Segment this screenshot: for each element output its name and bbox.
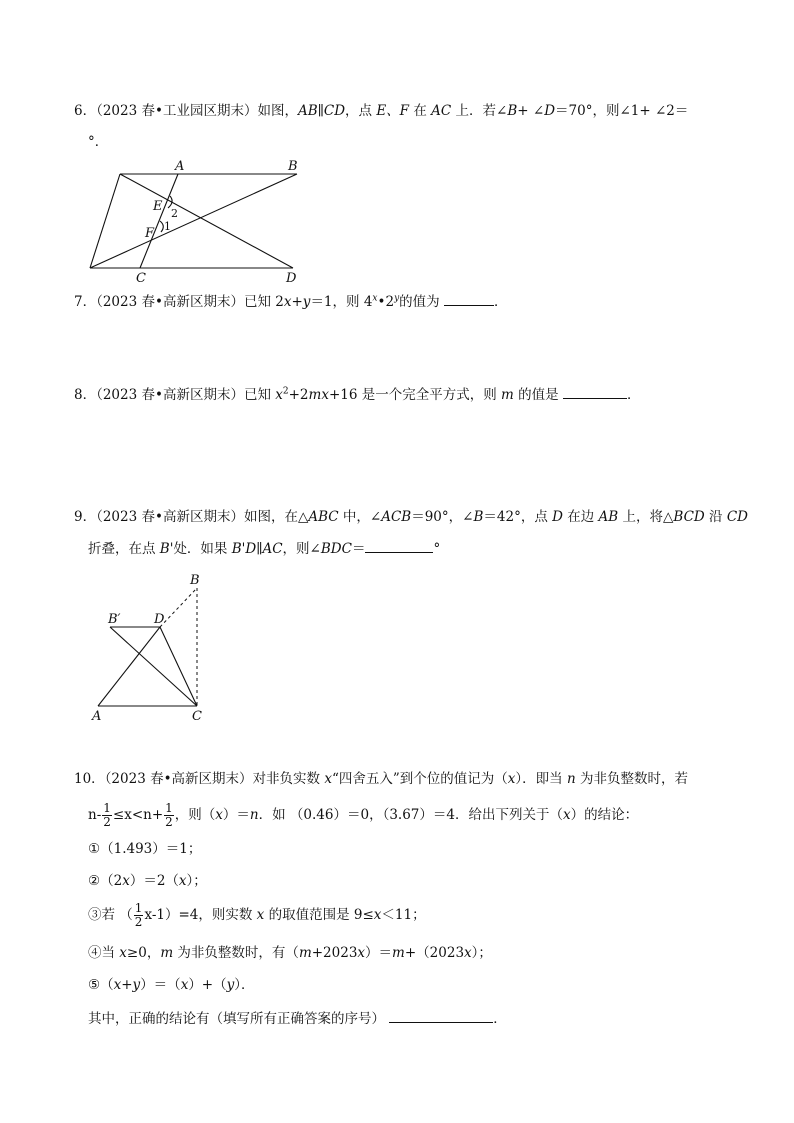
math-var: AB∥CD bbox=[297, 103, 346, 119]
question-text: 如图，在△ bbox=[243, 509, 309, 525]
question-text: 中，∠ bbox=[338, 509, 382, 525]
question-7 bbox=[74, 291, 507, 312]
label-angle-2: 2 bbox=[171, 207, 178, 220]
math-var: AC bbox=[431, 103, 452, 119]
question-10-item-2 bbox=[88, 871, 207, 891]
question-text: ∥ bbox=[256, 541, 263, 557]
math-var: n bbox=[249, 807, 259, 823]
statement-text: x-1）=4，则实数 bbox=[144, 907, 257, 923]
label-c: C bbox=[136, 271, 146, 286]
math-var: x bbox=[373, 907, 382, 923]
math-var: CD bbox=[726, 509, 748, 525]
math-var: BCD bbox=[673, 509, 705, 525]
math-var: E、F bbox=[376, 103, 410, 119]
question-text: ＝42°，点 bbox=[483, 509, 553, 525]
question-text: 处．如果 bbox=[173, 541, 232, 557]
fraction-half bbox=[164, 802, 174, 829]
question-text: 如图， bbox=[257, 103, 298, 119]
question-text: ）．即当 bbox=[515, 771, 567, 787]
question-text: °． bbox=[88, 134, 109, 150]
question-number: 8． bbox=[74, 387, 97, 403]
statement-text: ＜11； bbox=[381, 907, 426, 923]
question-6-figure bbox=[80, 156, 320, 286]
question-text: ，则∠ bbox=[282, 541, 321, 557]
question-source: （2023 春•工业园区期末） bbox=[96, 103, 258, 119]
question-number: 9． bbox=[74, 509, 97, 525]
question-source: （2023 春•高新区期末） bbox=[96, 509, 244, 525]
statement-text: ）+（ bbox=[188, 977, 227, 993]
question-number: 7． bbox=[74, 294, 97, 310]
math-exponent: y bbox=[394, 293, 400, 304]
label-f: F bbox=[145, 226, 155, 241]
question-text: 对非负实数 bbox=[252, 771, 325, 787]
fraction-numerator: 1 bbox=[134, 901, 143, 915]
math-var: D bbox=[544, 103, 556, 119]
math-var: y bbox=[302, 294, 311, 310]
question-source: （2023 春•高新区期末） bbox=[96, 387, 244, 403]
question-10-item-5 bbox=[88, 975, 255, 995]
question-text: 沿 bbox=[704, 509, 727, 525]
math-var: n bbox=[566, 771, 576, 787]
math-var: B' bbox=[159, 541, 174, 557]
math-var: x bbox=[357, 945, 366, 961]
label-a: A bbox=[92, 709, 102, 724]
statement-text: ④当 bbox=[88, 945, 120, 961]
question-text: •2 bbox=[377, 294, 395, 310]
label-c: C bbox=[192, 709, 202, 724]
label-b-prime: B′ bbox=[108, 612, 121, 627]
question-text: ． bbox=[493, 1011, 507, 1027]
math-var: m bbox=[308, 387, 322, 403]
math-text: ≤x<n+ bbox=[112, 807, 164, 823]
math-var: y bbox=[226, 977, 235, 993]
label-b: B bbox=[190, 573, 200, 588]
question-10-final bbox=[88, 1008, 507, 1029]
question-10-item-3 bbox=[88, 902, 426, 929]
math-var: x bbox=[215, 807, 223, 823]
answer-blank[interactable] bbox=[389, 1008, 493, 1023]
question-text: 已知 bbox=[243, 387, 276, 403]
math-var: BDC bbox=[320, 541, 352, 557]
math-exponent: x bbox=[372, 293, 378, 304]
label-d: D bbox=[154, 612, 165, 627]
answer-blank[interactable] bbox=[365, 538, 433, 553]
math-var: x bbox=[275, 387, 283, 403]
math-var: x bbox=[178, 873, 187, 889]
question-text: ，点 bbox=[345, 103, 377, 119]
math-var: x bbox=[180, 977, 189, 993]
question-6-line-1 bbox=[74, 101, 688, 121]
question-text: ＝70°，则∠1+ ∠2＝ bbox=[555, 103, 689, 119]
segment-dc bbox=[160, 627, 197, 706]
question-text: ． bbox=[626, 387, 641, 403]
math-var: m bbox=[160, 945, 174, 961]
segment-ad bbox=[98, 627, 160, 706]
fraction-numerator: 1 bbox=[103, 801, 111, 815]
statement-text: ⑤（ bbox=[88, 977, 114, 993]
question-text: 已知 2 bbox=[243, 294, 284, 310]
question-source: （2023 春•高新区期末） bbox=[104, 771, 253, 787]
statement-text: 的取值范围是 9≤ bbox=[264, 907, 374, 923]
question-text: +2 bbox=[288, 387, 309, 403]
statement-text: ≥0， bbox=[126, 945, 161, 961]
math-var: B bbox=[473, 509, 484, 525]
statement-text: ）； bbox=[186, 873, 207, 889]
question-9-line-1 bbox=[74, 507, 748, 527]
fraction-numerator: 1 bbox=[165, 801, 173, 815]
question-8 bbox=[74, 384, 640, 405]
math-var: x bbox=[464, 945, 472, 961]
math-var: x bbox=[324, 771, 332, 787]
math-var: x bbox=[256, 907, 265, 923]
question-text: ．如 （0.46）＝0，（3.67）＝4．给出下列关于（ bbox=[258, 807, 563, 823]
label-a: A bbox=[175, 159, 185, 174]
question-text: 的值为 bbox=[399, 294, 444, 310]
math-var: B bbox=[507, 103, 518, 119]
math-var: x bbox=[562, 807, 571, 823]
question-number: 10． bbox=[74, 771, 105, 787]
question-text: + bbox=[291, 294, 303, 310]
question-text: ，则（ bbox=[174, 807, 216, 823]
math-var: m bbox=[501, 387, 514, 403]
statement-text: ①（1.493）＝1； bbox=[88, 841, 202, 857]
math-var: m bbox=[298, 945, 312, 961]
segment-bprime-c bbox=[110, 627, 197, 706]
math-var: x bbox=[113, 977, 122, 993]
question-text: 在 bbox=[409, 103, 432, 119]
math-var: m bbox=[392, 945, 405, 961]
statement-text: + bbox=[121, 977, 133, 993]
math-exponent: 2 bbox=[282, 386, 289, 397]
math-text: n- bbox=[88, 807, 102, 823]
question-text: 的值是 bbox=[513, 387, 563, 403]
fraction-denominator: 2 bbox=[165, 815, 173, 829]
question-text: + ∠ bbox=[517, 103, 545, 119]
label-d: D bbox=[286, 271, 297, 286]
question-text: ）的结论： bbox=[570, 807, 639, 823]
math-var: x bbox=[119, 945, 127, 961]
answer-blank[interactable] bbox=[563, 384, 627, 399]
label-b: B bbox=[288, 159, 298, 174]
question-text: 在边 bbox=[562, 509, 599, 525]
question-10-item-1 bbox=[88, 839, 201, 859]
angle-1-arc bbox=[160, 221, 163, 232]
statement-text: ）． bbox=[234, 977, 255, 993]
statement-text: +2023 bbox=[311, 945, 358, 961]
statement-text: ）＝ bbox=[365, 945, 393, 961]
question-10-line-2 bbox=[88, 802, 638, 829]
math-var: x bbox=[507, 771, 516, 787]
statement-text: +（2023 bbox=[404, 945, 465, 961]
question-text: “四舍五入”到个位的值记为（ bbox=[331, 771, 508, 787]
label-angle-1: 1 bbox=[164, 220, 171, 233]
question-text: ＝90°，∠ bbox=[411, 509, 474, 525]
math-var: ABC bbox=[308, 509, 339, 525]
math-var: y bbox=[132, 977, 141, 993]
question-text: ° bbox=[433, 541, 441, 557]
statement-text: ②（2 bbox=[88, 873, 123, 889]
statement-text: ）； bbox=[471, 945, 492, 961]
question-text: 折叠，在点 bbox=[88, 541, 160, 557]
question-10-item-4 bbox=[88, 943, 492, 963]
statement-text: ）＝2（ bbox=[129, 873, 179, 889]
math-var: x bbox=[122, 873, 130, 889]
question-text: ． bbox=[493, 294, 508, 310]
fraction-half bbox=[134, 902, 144, 929]
statement-text: ）＝（ bbox=[140, 977, 181, 993]
fraction-denominator: 2 bbox=[134, 915, 143, 929]
question-text: 上．若∠ bbox=[451, 103, 508, 119]
math-var: x bbox=[321, 387, 329, 403]
math-var: D bbox=[552, 509, 563, 525]
segment-left bbox=[90, 174, 120, 268]
question-source: （2023 春•高新区期末） bbox=[96, 294, 244, 310]
question-text: 为非负整数时，若 bbox=[575, 771, 688, 787]
math-var: AC bbox=[262, 541, 283, 557]
statement-text: 为非负整数时，有（ bbox=[173, 945, 299, 961]
question-text: ＝ bbox=[351, 541, 366, 557]
question-text: ＝1，则 4 bbox=[310, 294, 373, 310]
math-var: ACB bbox=[381, 509, 412, 525]
question-6-line-2 bbox=[88, 132, 108, 152]
question-9-figure bbox=[86, 568, 216, 728]
statement-text: ③若 （ bbox=[88, 907, 133, 923]
segment-db-dashed bbox=[160, 588, 197, 627]
question-text: 其中，正确的结论有（填写所有正确答案的序号） bbox=[88, 1011, 390, 1027]
label-e: E bbox=[153, 199, 163, 214]
question-text: ）＝ bbox=[222, 807, 250, 823]
question-number: 6． bbox=[74, 103, 97, 119]
question-text: 上，将△ bbox=[618, 509, 674, 525]
math-var: x bbox=[283, 294, 292, 310]
question-text: +16 是一个完全平方式，则 bbox=[328, 387, 502, 403]
fraction-half bbox=[102, 802, 112, 829]
math-var: B'D bbox=[231, 541, 257, 557]
math-var: AB bbox=[598, 509, 619, 525]
answer-blank[interactable] bbox=[444, 291, 494, 306]
question-9-line-2 bbox=[88, 538, 440, 559]
fraction-denominator: 2 bbox=[103, 815, 111, 829]
question-10-line-1 bbox=[74, 769, 688, 789]
